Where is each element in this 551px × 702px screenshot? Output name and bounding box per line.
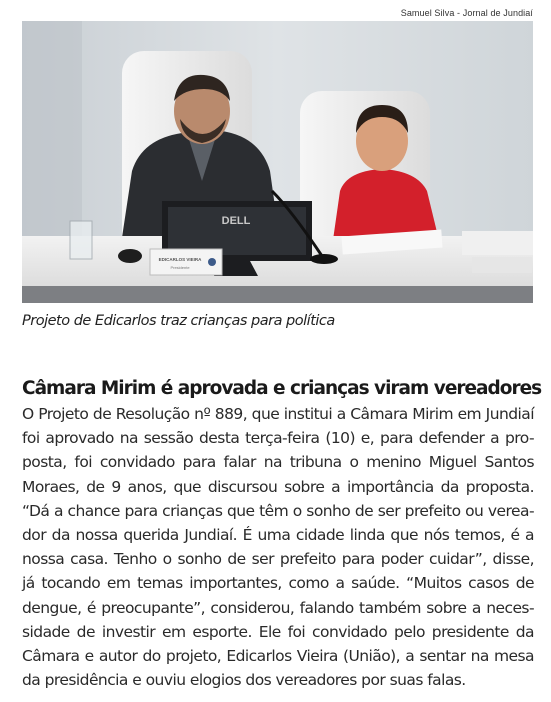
- body-line: nossa casa. Tenho o sonho de ser prefeito para poder cuidar”, disse,: [22, 550, 534, 569]
- body-line: Moraes, de 9 anos, que discursou sobre a importância da proposta.: [22, 477, 534, 496]
- news-photo: [22, 21, 533, 303]
- body-line: posta, foi convidado para falar na tribuna o menino Miguel Santos: [22, 453, 534, 472]
- body-line: Câmara e autor do projeto, Edicarlos Vieira (União), a sentar na mesa: [22, 646, 534, 665]
- photo-credit: Samuel Silva - Jornal de Jundiaí: [400, 8, 533, 18]
- nameplate-name: EDICARLOS VIEIRA: [158, 257, 202, 262]
- monitor-brand: DELL: [221, 215, 251, 227]
- body-line: da presidência e ouviu elogios dos vereadores por suas falas.: [22, 671, 466, 690]
- body-line: dengue, é preocupante”, considerou, falando também sobre a neces-: [22, 598, 534, 617]
- nameplate-role: Presidente: [170, 265, 190, 270]
- body-line: dor da nossa querida Jundiaí. É uma cidade linda que nós temos, é a: [22, 525, 534, 544]
- article-body: [22, 402, 534, 692]
- body-line: “Dá a chance para crianças que têm o sonho de ser prefeito ou verea-: [22, 501, 534, 520]
- photo-caption: Projeto de Edicarlos traz crianças para política: [22, 313, 335, 329]
- headline: Câmara Mirim é aprovada e crianças viram vereadores: [22, 378, 542, 399]
- body-line: foi aprovado na sessão desta terça-feira (10) e, para defender a pro-: [22, 429, 534, 448]
- body-line: sidade de investir em esporte. Ele foi convidado pelo presidente da: [22, 622, 534, 641]
- body-line: já tocando em temas importantes, como a saúde. “Muitos casos de: [22, 574, 534, 593]
- body-line: O Projeto de Resolução nº 889, que institui a Câmara Mirim em Jundiaí: [22, 405, 534, 423]
